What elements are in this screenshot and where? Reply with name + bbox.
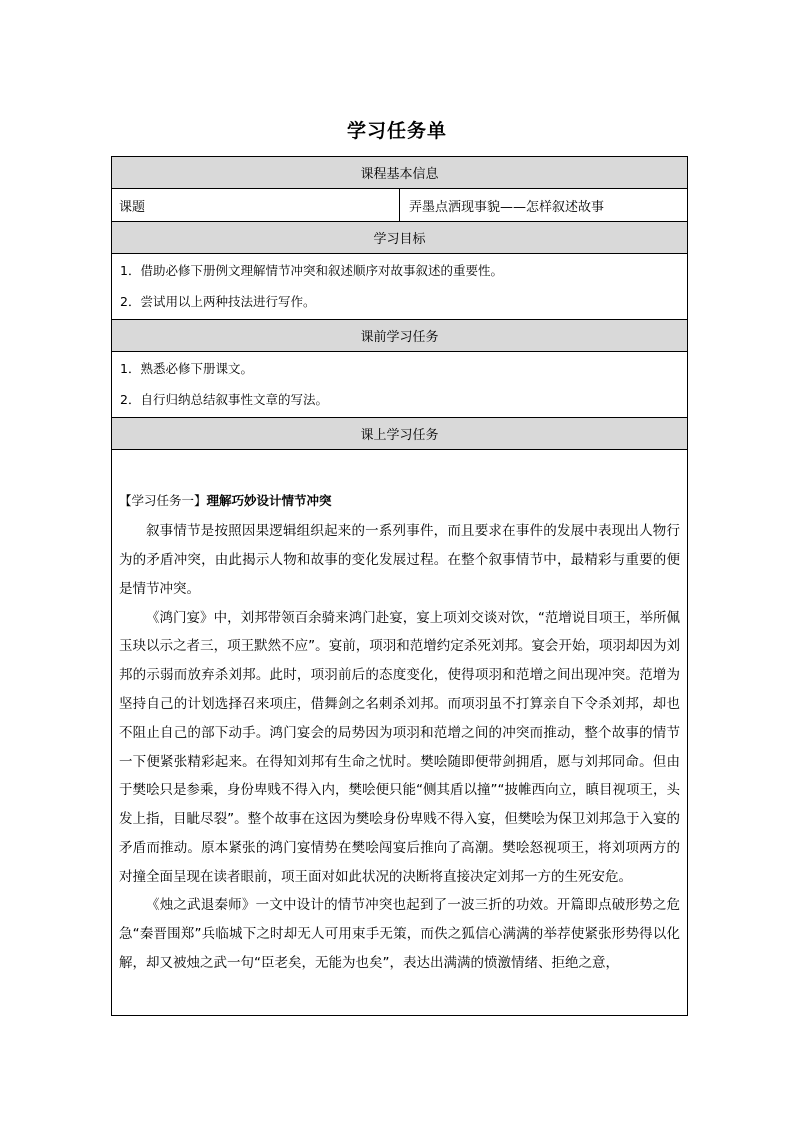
pre-task-item-2: 2．自行归纳总结叙事性文章的写法。 xyxy=(120,392,328,407)
page-title: 学习任务单 xyxy=(346,120,447,142)
task-sheet-table xyxy=(111,156,688,1016)
pre-class-row xyxy=(112,352,688,418)
section-row-in-class xyxy=(112,418,688,450)
section-header-in-class: 课上学习任务 xyxy=(112,418,688,450)
goals-row xyxy=(112,254,688,320)
section-row-goals xyxy=(112,222,688,254)
paragraph-2: 《鸿门宴》中，刘邦带领百余骑来鸿门赴宴，宴上项刘交谈对饮，“范增说目项王，举所佩玉玦以示之者三，项王默然不应”。宴前，项羽和范增约定杀死刘邦。宴会开始，项羽却因为刘邦的示弱而放弃杀刘邦。此时，项羽前后的态度变化，使得项羽和范增之间出现冲突。范增为坚持自己的计划选择召来项庄，借舞剑之名刺杀刘邦。而项羽虽不打算亲自下令杀刘邦，却也不阻止自己的部下动手。鸿门宴会的局势因为项羽和范增之间的冲突而推动，整个故事的情节一下便紧张精彩起来。在得知刘邦有生命之忧时。樊哙随即便带剑拥盾，愿与刘邦同命。但由于樊哙只是参乘，身份卑贱不得入内，樊哙便只能“侧其盾以撞”“披帷西向立，瞋目视项王，头发上指，目眦尽裂”。整个故事在这因为樊哙身份卑贱不得入宴，但樊哙为保卫刘邦急于入宴的矛盾而推动。原本紧张的鸿门宴情势在樊哙闯宴后推向了高潮。樊哙怒视项王，将刘项两方的对撞全面呈现在读者眼前，项王面对如此状况的决断将直接决定刘邦一方的生死安危。 xyxy=(119,609,680,885)
topic-row xyxy=(112,189,688,222)
in-class-row xyxy=(112,450,688,1016)
topic-label: 课题 xyxy=(112,189,400,222)
section-header-pre-class: 课前学习任务 xyxy=(112,320,688,352)
paragraph-1: 叙事情节是按照因果逻辑组织起来的一系列事件，而且要求在事件的发展中表现出人物行为的矛盾冲突，由此揭示人物和故事的变化发展过程。在整个叙事情节中，最精彩与重要的便是情节冲突。 xyxy=(119,523,680,597)
goals-list xyxy=(112,254,688,320)
section-header-goals: 学习目标 xyxy=(112,222,688,254)
section-row-pre-class xyxy=(112,320,688,352)
pre-task-item-1: 1．熟悉必修下册课文。 xyxy=(120,361,253,376)
goal-item-1: 1．借助必修下册例文理解情节冲突和叙述顺序对故事叙述的重要性。 xyxy=(120,263,503,278)
topic-value: 弄墨点洒现事貌——怎样叙述故事 xyxy=(400,189,688,222)
section-header-basic-info: 课程基本信息 xyxy=(112,157,688,189)
in-class-content xyxy=(112,450,688,1016)
section-row-basic-info xyxy=(112,157,688,189)
task-one-bracket: 【学习任务一】 xyxy=(119,493,207,509)
paragraph-3: 《烛之武退秦师》一文中设计的情节冲突也起到了一波三折的功效。开篇即点破形势之危急“秦晋围郑”兵临城下之时却无人可用束手无策，而佚之狐信心满满的举荐使紧张形势得以化解，却又被烛之武一句“臣老矣，无能为也矣”，表达出满满的愤激情绪、拒绝之意， xyxy=(119,897,680,972)
task-one-title: 理解巧妙设计情节冲突 xyxy=(206,493,332,509)
task-one-heading xyxy=(119,491,680,511)
goal-item-2: 2．尝试用以上两种技法进行写作。 xyxy=(120,294,316,309)
pre-class-list xyxy=(112,352,688,418)
